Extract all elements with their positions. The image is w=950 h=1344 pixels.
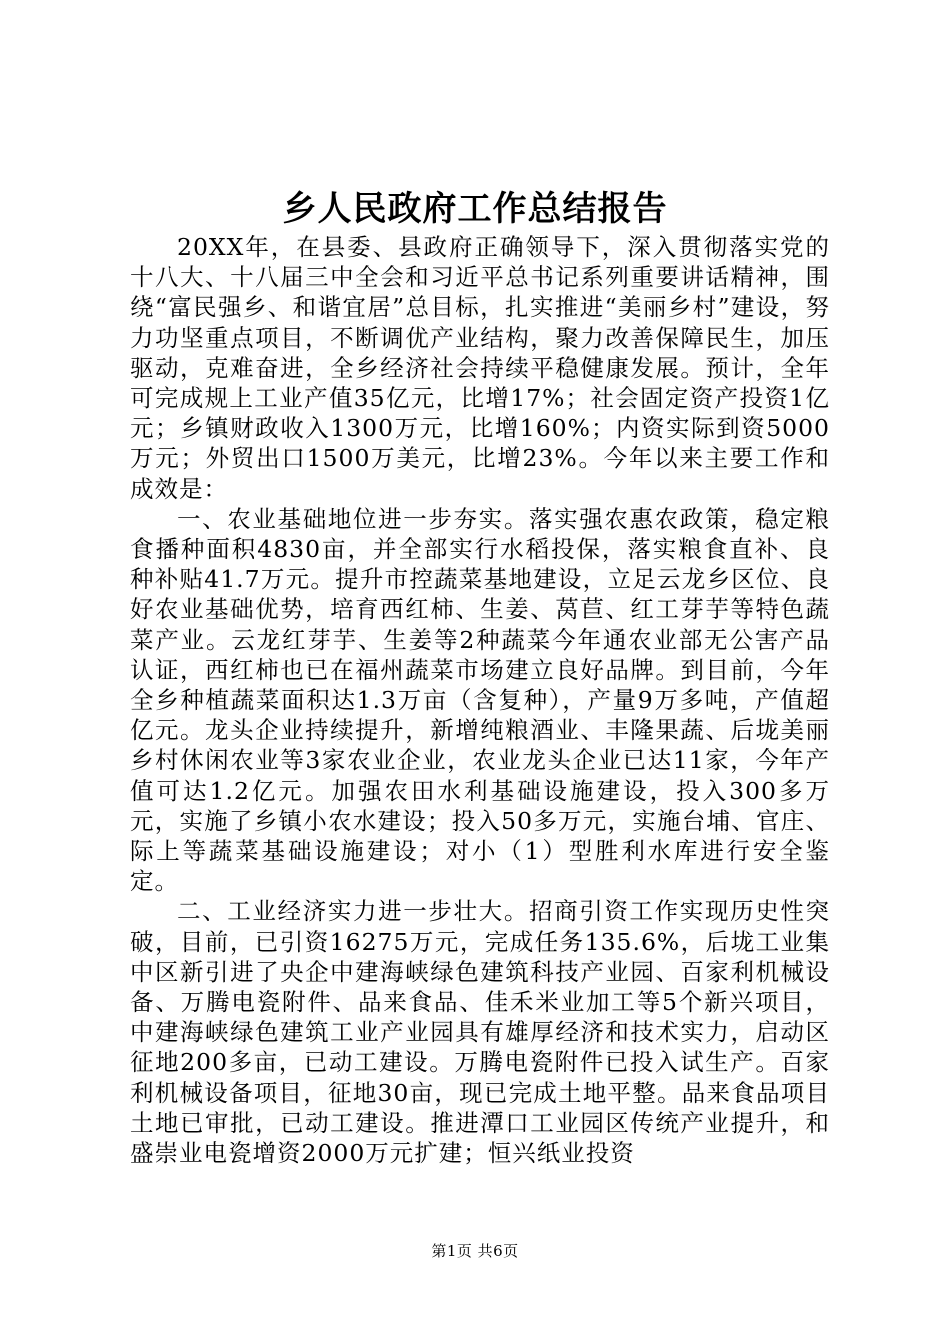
document-body <box>130 232 830 1168</box>
paragraph-intro: 20XX年，在县委、县政府正确领导下，深入贯彻落实党的十八大、十八届三中全会和习近平总书记系列重要讲话精神，围绕“富民强乡、和谐宜居”总目标，扎实推进“美丽乡村”建设，努力功坚重点项目，不断调优产业结构，聚力改善保障民生，加压驱动，克难奋进，全乡经济社会持续平稳健康发展。预计，全年可完成规上工业产值35亿元，比增17%；社会固定资产投资1亿元；乡镇财政收入1300万元，比增160%；内资实际到资5000万元；外贸出口1500万美元，比增23%。今年以来主要工作和成效是： <box>130 233 830 503</box>
paragraph-agriculture: 一、农业基础地位进一步夯实。落实强农惠农政策，稳定粮食播种面积4830亩，并全部实行水稻投保，落实粮食直补、良种补贴41.7万元。提升市控蔬菜基地建设，立足云龙乡区位、良好农业基础优势，培育西红柿、生姜、莴苣、红工芽芋等特色蔬菜产业。云龙红芽芋、生姜等2种蔬菜今年通农业部无公害产品认证，西红柿也已在福州蔬菜市场建立良好品牌。到目前，今年全乡种植蔬菜面积达1.3万亩（含复种），产量9万多吨，产值超亿元。龙头企业持续提升，新增纯粮酒业、丰隆果蔬、后垅美丽乡村休闲农业等3家农业企业，农业龙头企业已达11家，今年产值可达1.2亿元。加强农田水利基础设施建设，投入300多万元，实施了乡镇小农水建设；投入50多万元，实施台埔、官庄、际上等蔬菜基础设施建设；对小（1）型胜利水库进行安全鉴定。 <box>130 504 830 896</box>
document-title: 乡人民政府工作总结报告 <box>282 189 668 229</box>
paragraph-industry: 二、工业经济实力进一步壮大。招商引资工作实现历史性突破，目前，已引资16275万元，完成任务135.6%，后垅工业集中区新引进了央企中建海峡绿色建筑科技产业园、百家利机械设备、万腾电瓷附件、品来食品、佳禾米业加工等5个新兴项目，中建海峡绿色建筑工业产业园具有雄厚经济和技术实力，启动区征地200多亩，已动工建设。万腾电瓷附件已投入试生产。百家利机械设备项目，征地30亩，现已完成土地平整。品来食品项目土地已审批，已动工建设。推进潭口工业园区传统产业提升，和盛崇业电瓷增资2000万元扩建；恒兴纸业投资 <box>130 897 830 1168</box>
page-number-footer: 第1页 共6页 <box>431 1242 519 1260</box>
